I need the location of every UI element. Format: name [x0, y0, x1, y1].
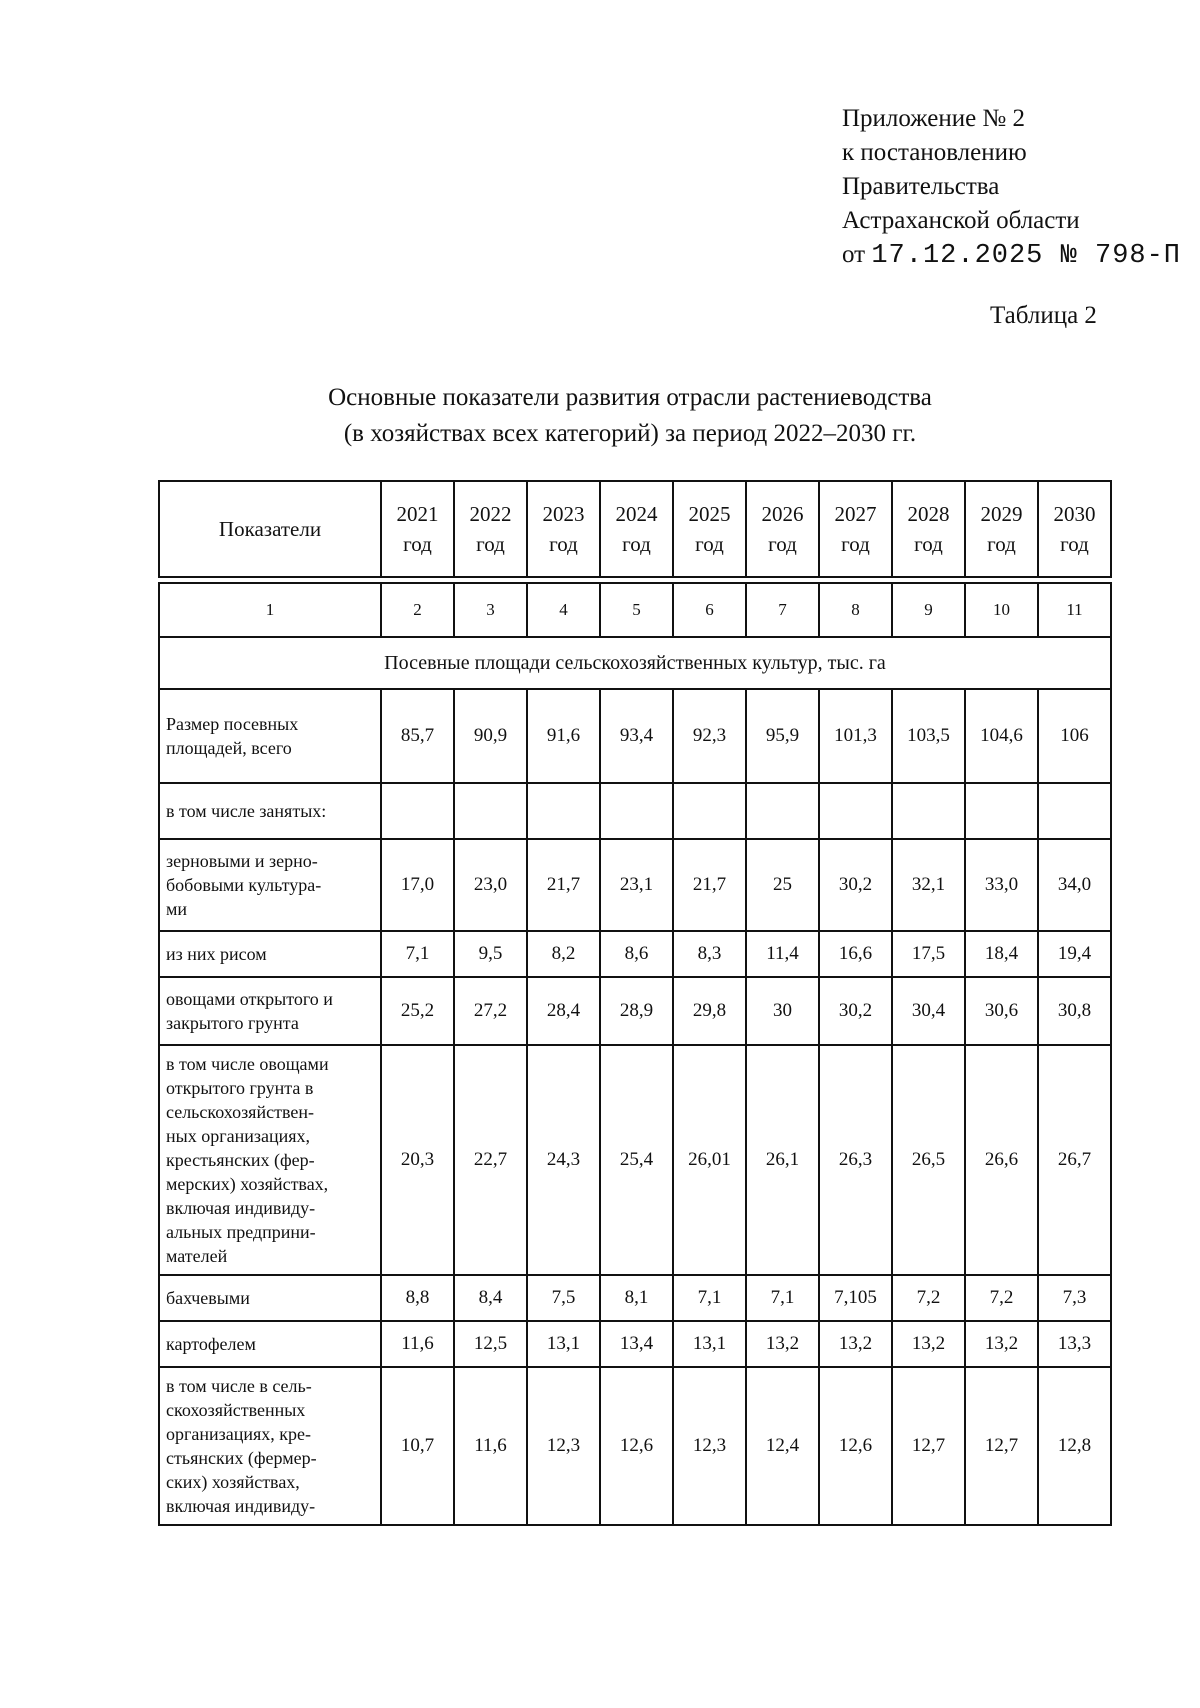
row-label-line: включая индивиду-	[166, 1198, 316, 1218]
row-label-line: скохозяйственных	[166, 1400, 306, 1420]
annex-date-stamp: 17.12.2025 № 798-П	[871, 241, 1182, 271]
row-label-line: закрытого грунта	[166, 1013, 299, 1033]
value-cell: 30,4	[892, 977, 965, 1045]
value-cell: 30,6	[965, 977, 1038, 1045]
column-number: 4	[527, 583, 600, 637]
value-cell: 26,6	[965, 1045, 1038, 1275]
row-label-line: стьянских (фермер-	[166, 1448, 317, 1468]
section-title: Посевные площади сельскохозяйственных культур, тыс. га	[159, 637, 1111, 689]
year-word: год	[768, 532, 797, 556]
value-cell: 19,4	[1038, 931, 1111, 977]
value-cell: 103,5	[892, 689, 965, 783]
year-value: 2028	[907, 502, 950, 526]
row-label	[159, 839, 381, 931]
value-cell: 28,9	[600, 977, 673, 1045]
value-cell: 25,4	[600, 1045, 673, 1275]
value-cell: 95,9	[746, 689, 819, 783]
value-cell	[965, 783, 1038, 839]
value-cell: 30,2	[819, 839, 892, 931]
value-cell: 18,4	[965, 931, 1038, 977]
row-label-line: ных организациях,	[166, 1126, 311, 1146]
value-cell: 8,3	[673, 931, 746, 977]
year-value: 2022	[469, 502, 512, 526]
row-label	[159, 1321, 381, 1367]
row-label-line: Размер посевных	[166, 714, 299, 734]
value-cell: 12,7	[965, 1367, 1038, 1525]
row-label-line: организациях, кре-	[166, 1424, 312, 1444]
value-cell: 30,2	[819, 977, 892, 1045]
value-cell: 13,1	[527, 1321, 600, 1367]
value-cell: 13,3	[1038, 1321, 1111, 1367]
value-cell: 21,7	[673, 839, 746, 931]
value-cell: 16,6	[819, 931, 892, 977]
value-cell: 11,6	[381, 1321, 454, 1367]
annex-header	[842, 102, 1181, 273]
value-cell: 26,1	[746, 1045, 819, 1275]
value-cell: 7,3	[1038, 1275, 1111, 1321]
row-label-line: зерновыми и зерно-	[166, 851, 318, 871]
row-label-line: картофелем	[166, 1334, 256, 1354]
year-value: 2030	[1053, 502, 1096, 526]
row-label	[159, 931, 381, 977]
year-word: год	[1060, 532, 1089, 556]
indicators-table	[158, 480, 1112, 1526]
row-label	[159, 783, 381, 839]
value-cell: 7,1	[746, 1275, 819, 1321]
value-cell: 12,6	[819, 1367, 892, 1525]
table-row	[159, 1045, 1111, 1275]
table-row	[159, 1321, 1111, 1367]
value-cell: 101,3	[819, 689, 892, 783]
value-cell: 10,7	[381, 1367, 454, 1525]
value-cell: 8,1	[600, 1275, 673, 1321]
table-row	[159, 839, 1111, 931]
year-header	[1038, 481, 1111, 577]
value-cell: 24,3	[527, 1045, 600, 1275]
value-cell: 32,1	[892, 839, 965, 931]
value-cell: 12,3	[673, 1367, 746, 1525]
column-number: 7	[746, 583, 819, 637]
value-cell: 12,5	[454, 1321, 527, 1367]
value-cell: 13,2	[746, 1321, 819, 1367]
row-label-line: бахчевыми	[166, 1288, 250, 1308]
year-value: 2027	[834, 502, 877, 526]
value-cell: 8,8	[381, 1275, 454, 1321]
column-number: 2	[381, 583, 454, 637]
value-cell: 26,3	[819, 1045, 892, 1275]
value-cell: 20,3	[381, 1045, 454, 1275]
value-cell	[673, 783, 746, 839]
document-title	[230, 380, 1030, 452]
row-label-line: открытого грунта в	[166, 1078, 314, 1098]
value-cell: 21,7	[527, 839, 600, 931]
column-number: 5	[600, 583, 673, 637]
value-cell: 9,5	[454, 931, 527, 977]
value-cell: 28,4	[527, 977, 600, 1045]
table-row	[159, 783, 1111, 839]
annex-line-3: Правительства	[842, 173, 1000, 200]
row-label-line: ских) хозяйствах,	[166, 1472, 300, 1492]
value-cell: 13,4	[600, 1321, 673, 1367]
annex-date-prefix: от	[842, 241, 866, 268]
value-cell: 7,2	[892, 1275, 965, 1321]
value-cell: 25	[746, 839, 819, 931]
value-cell: 92,3	[673, 689, 746, 783]
value-cell: 7,5	[527, 1275, 600, 1321]
year-word: год	[549, 532, 578, 556]
value-cell: 17,5	[892, 931, 965, 977]
value-cell: 13,2	[892, 1321, 965, 1367]
row-label-line: мерских) хозяйствах,	[166, 1174, 329, 1194]
header-row	[159, 481, 1111, 577]
value-cell: 12,3	[527, 1367, 600, 1525]
value-cell: 34,0	[1038, 839, 1111, 931]
value-cell: 30,8	[1038, 977, 1111, 1045]
table-row	[159, 1275, 1111, 1321]
annex-date-line	[842, 238, 1181, 273]
column-number-row	[159, 583, 1111, 637]
indicator-header: Показатели	[159, 481, 381, 577]
value-cell: 13,1	[673, 1321, 746, 1367]
value-cell: 8,2	[527, 931, 600, 977]
row-label-line: в том числе занятых:	[166, 801, 327, 821]
value-cell: 26,5	[892, 1045, 965, 1275]
row-label-line: крестьянских (фер-	[166, 1150, 315, 1170]
value-cell: 8,4	[454, 1275, 527, 1321]
year-value: 2023	[542, 502, 585, 526]
column-number: 11	[1038, 583, 1111, 637]
value-cell: 29,8	[673, 977, 746, 1045]
value-cell: 104,6	[965, 689, 1038, 783]
year-header	[892, 481, 965, 577]
value-cell: 33,0	[965, 839, 1038, 931]
value-cell: 11,4	[746, 931, 819, 977]
column-number: 1	[159, 583, 381, 637]
year-header	[819, 481, 892, 577]
year-header	[746, 481, 819, 577]
value-cell: 12,4	[746, 1367, 819, 1525]
column-number: 8	[819, 583, 892, 637]
title-line-1: Основные показатели развития отрасли растениеводства	[328, 384, 932, 411]
value-cell: 17,0	[381, 839, 454, 931]
row-label-line: в том числе в сель-	[166, 1376, 312, 1396]
row-label-line: из них рисом	[166, 944, 267, 964]
row-label-line: включая индивиду-	[166, 1496, 316, 1516]
year-header	[600, 481, 673, 577]
year-header	[381, 481, 454, 577]
row-label	[159, 1045, 381, 1275]
column-number: 9	[892, 583, 965, 637]
year-word: год	[914, 532, 943, 556]
table-number: Таблица 2	[990, 302, 1097, 329]
row-label	[159, 1367, 381, 1525]
table-row	[159, 689, 1111, 783]
row-label-line: сельскохозяйствен-	[166, 1102, 314, 1122]
value-cell: 26,01	[673, 1045, 746, 1275]
year-word: год	[987, 532, 1016, 556]
value-cell: 12,8	[1038, 1367, 1111, 1525]
value-cell: 30	[746, 977, 819, 1045]
row-label	[159, 1275, 381, 1321]
year-word: год	[841, 532, 870, 556]
year-header	[454, 481, 527, 577]
table-row	[159, 1367, 1111, 1525]
title-line-2: (в хозяйствах всех категорий) за период 2022–2030 гг.	[343, 420, 917, 447]
value-cell: 7,105	[819, 1275, 892, 1321]
value-cell: 7,1	[381, 931, 454, 977]
year-value: 2021	[396, 502, 439, 526]
value-cell	[381, 783, 454, 839]
year-word: год	[695, 532, 724, 556]
value-cell: 23,0	[454, 839, 527, 931]
value-cell: 85,7	[381, 689, 454, 783]
value-cell	[746, 783, 819, 839]
value-cell: 12,6	[600, 1367, 673, 1525]
row-label	[159, 977, 381, 1045]
row-label-line: овощами открытого и	[166, 989, 333, 1009]
value-cell	[1038, 783, 1111, 839]
value-cell: 13,2	[819, 1321, 892, 1367]
year-value: 2024	[615, 502, 658, 526]
value-cell	[527, 783, 600, 839]
row-label-line: бобовыми культура-	[166, 875, 322, 895]
column-number: 10	[965, 583, 1038, 637]
row-label-line: мателей	[166, 1246, 228, 1266]
value-cell: 13,2	[965, 1321, 1038, 1367]
column-number: 3	[454, 583, 527, 637]
value-cell: 26,7	[1038, 1045, 1111, 1275]
year-header	[673, 481, 746, 577]
year-word: год	[403, 532, 432, 556]
value-cell: 90,9	[454, 689, 527, 783]
value-cell: 106	[1038, 689, 1111, 783]
value-cell	[454, 783, 527, 839]
value-cell: 7,2	[965, 1275, 1038, 1321]
value-cell: 12,7	[892, 1367, 965, 1525]
value-cell: 23,1	[600, 839, 673, 931]
table-row	[159, 931, 1111, 977]
year-word: год	[476, 532, 505, 556]
value-cell: 25,2	[381, 977, 454, 1045]
row-label-line: в том числе овощами	[166, 1054, 329, 1074]
year-header	[965, 481, 1038, 577]
annex-line-4: Астраханской области	[842, 207, 1080, 234]
value-cell	[600, 783, 673, 839]
value-cell	[892, 783, 965, 839]
year-value: 2026	[761, 502, 804, 526]
value-cell	[819, 783, 892, 839]
year-value: 2029	[980, 502, 1023, 526]
row-label-line: альных предприни-	[166, 1222, 316, 1242]
value-cell: 7,1	[673, 1275, 746, 1321]
year-header	[527, 481, 600, 577]
annex-line-1: Приложение № 2	[842, 105, 1026, 132]
value-cell: 93,4	[600, 689, 673, 783]
value-cell: 11,6	[454, 1367, 527, 1525]
year-value: 2025	[688, 502, 731, 526]
annex-line-2: к постановлению	[842, 139, 1027, 166]
year-word: год	[622, 532, 651, 556]
column-number: 6	[673, 583, 746, 637]
row-label	[159, 689, 381, 783]
value-cell: 27,2	[454, 977, 527, 1045]
value-cell: 8,6	[600, 931, 673, 977]
value-cell: 91,6	[527, 689, 600, 783]
value-cell: 22,7	[454, 1045, 527, 1275]
row-label-line: площадей, всего	[166, 738, 292, 758]
table-row	[159, 977, 1111, 1045]
row-label-line: ми	[166, 899, 188, 919]
